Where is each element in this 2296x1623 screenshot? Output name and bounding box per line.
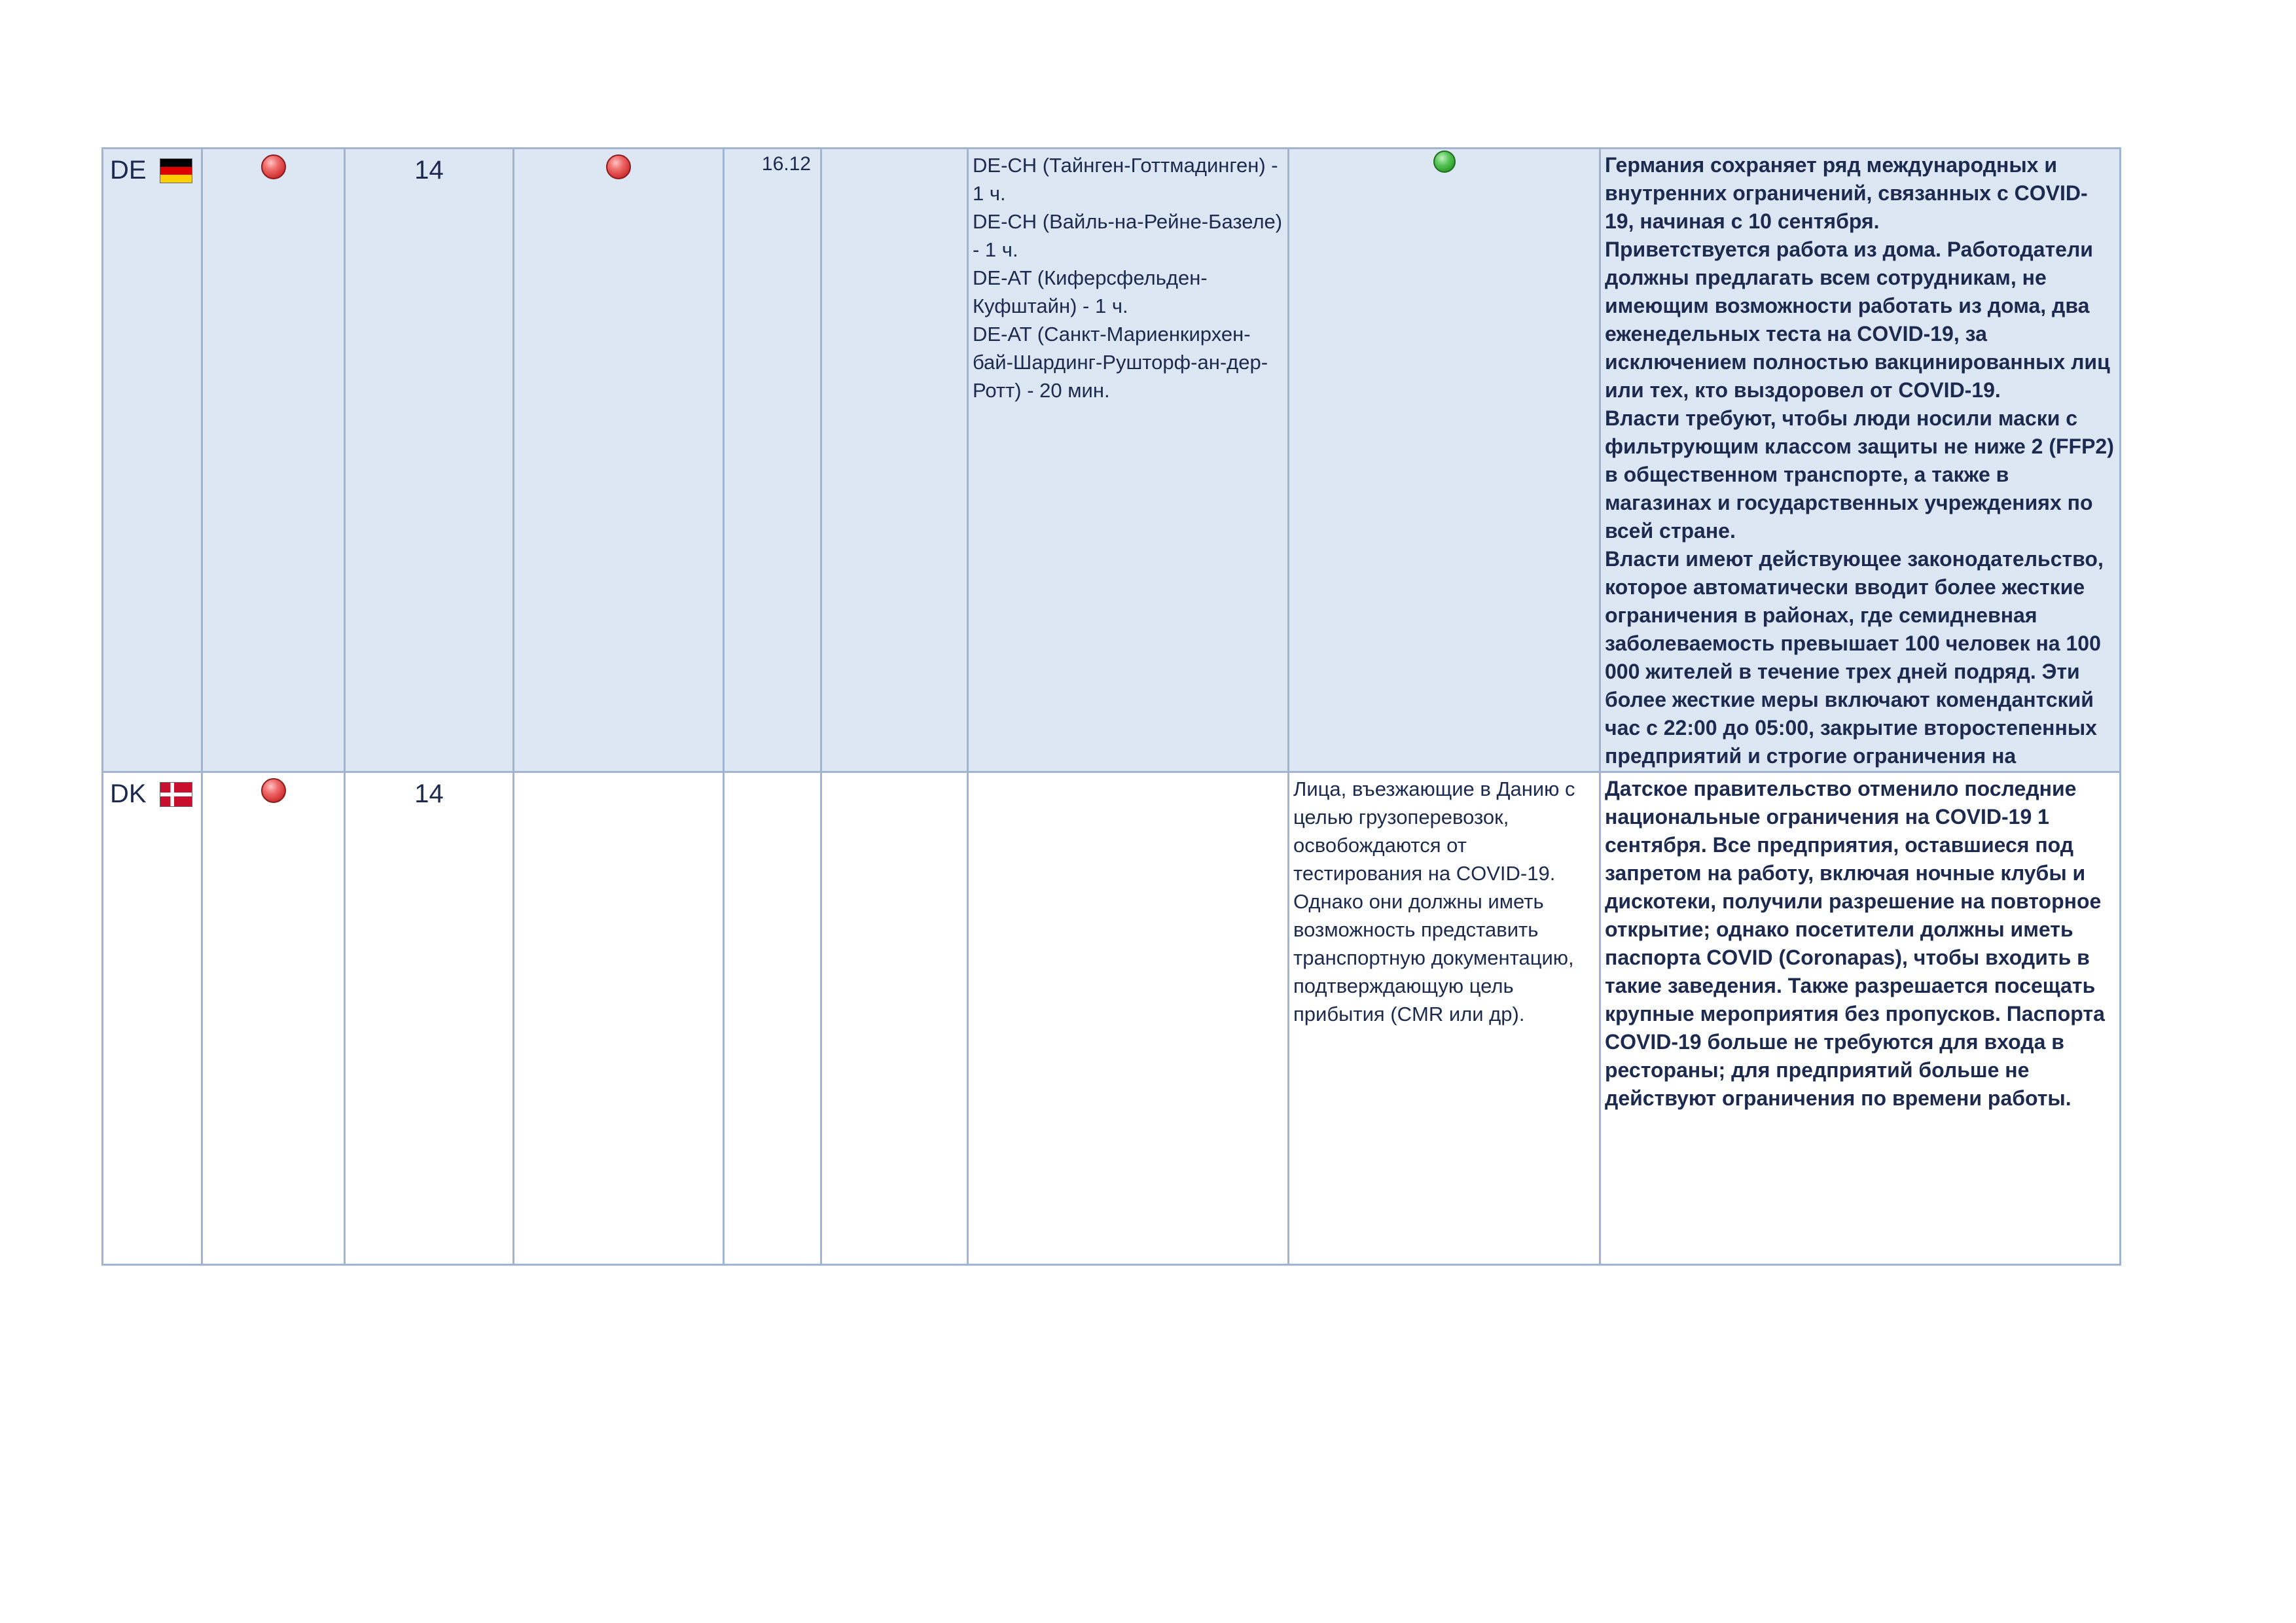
days-cell: [345, 772, 514, 1265]
border-crossings-text: [969, 149, 1287, 404]
status-cell: [514, 149, 724, 772]
red-status-icon: [606, 154, 631, 179]
status-cell: [202, 149, 345, 772]
measures-cell: [1600, 149, 2121, 772]
country-cell: [103, 149, 202, 772]
measures-text: [1601, 149, 2119, 770]
empty-cell: [821, 149, 968, 772]
empty-cell: [514, 772, 724, 1265]
border-crossing-line: DE-CH (Вайль-на-Рейне-Базеле) - 1 ч.: [973, 210, 1283, 261]
date-cell: [724, 149, 821, 772]
red-status-icon: [261, 778, 286, 803]
measures-paragraph: Германия сохраняет ряд международных и внутренних ограничений, связанных с COVID-19, начиная с 10 сентября.: [1605, 153, 2088, 233]
measures-paragraph: Власти требуют, чтобы люди носили маски с фильтрующим классом защиты не ниже 2 (FFP2) в общественном транспорте, а также в магазинах и государственных учреждениях по всей стране.: [1605, 406, 2114, 543]
days-cell: [345, 149, 514, 772]
days-value: 14: [414, 156, 444, 185]
status-cell: [202, 772, 345, 1265]
table-row-dk: [103, 772, 2121, 1265]
measures-text: Датское правительство отменило последние национальные ограничения на COVID-19 1 сентября. Все предприятия, оставшиеся под запретом на работу, включая ночные клубы и дискотеки, получили разрешение на повторное открытие; однако посетители должны иметь паспорта COVID (Coronapas), чтобы входить в такие заведения. Также разрешается посещать крупные мероприятия без пропусков. Паспорта COVID-19 больше не требуются для входа в рестораны; для предприятий больше не действуют ограничения по времени работы.: [1605, 777, 2105, 1110]
country-code: DE: [110, 156, 147, 185]
border-crossing-line: DE-AT (Киферсфельден-Куфштайн) - 1 ч.: [973, 266, 1208, 317]
measures-cell: [1600, 772, 2121, 1265]
germany-flag-icon: [160, 158, 192, 183]
border-crossing-line: DE-CH (Тайнген-Готтмадинген) - 1 ч.: [973, 154, 1278, 205]
border-crossing-line: DE-AT (Санкт-Мариенкирхен-бай-Шардинг-Рушторф-ан-дер-Ротт) - 20 мин.: [973, 323, 1268, 402]
empty-cell: [724, 772, 821, 1265]
country-restrictions-table: [101, 147, 2121, 1266]
red-status-icon: [261, 154, 286, 179]
transit-note-cell: [1289, 772, 1600, 1265]
country-code: DK: [110, 779, 147, 808]
border-crossings-cell: [968, 149, 1289, 772]
empty-cell: [968, 772, 1289, 1265]
date-value: 16.12: [761, 153, 811, 175]
transit-note-text: Лица, въезжающие в Данию с целью грузоперевозок, освобождаются от тестирования на COVID-19. Однако они должны иметь возможность представить транспортную документацию, подтверждающую цель прибытия (CMR или др).: [1293, 777, 1575, 1026]
country-cell: [103, 772, 202, 1265]
status-cell: [1289, 149, 1600, 772]
measures-paragraph: Власти имеют действующее законодательство, которое автоматически вводит более жесткие ограничения в районах, где семидневная заболеваемость превышает 100 человек на 100 000 жителей в течение трех дней подряд. Эти более жесткие меры включают комендантский час с 22:00 до 05:00, закрытие второстепенных предприятий и строгие ограничения на: [1605, 547, 2104, 768]
measures-paragraph: Приветствуется работа из дома. Работодатели должны предлагать всем сотрудникам, не имеющим возможности работать из дома, два еженедельных теста на COVID-19, за исключением полностью вакцинированных лиц или тех, кто выздоровел от COVID-19.: [1605, 238, 2110, 402]
green-status-icon: [1433, 151, 1456, 173]
empty-cell: [821, 772, 968, 1265]
denmark-flag-icon: [160, 782, 192, 807]
days-value: 14: [414, 779, 444, 808]
table-row-de: [103, 149, 2121, 772]
